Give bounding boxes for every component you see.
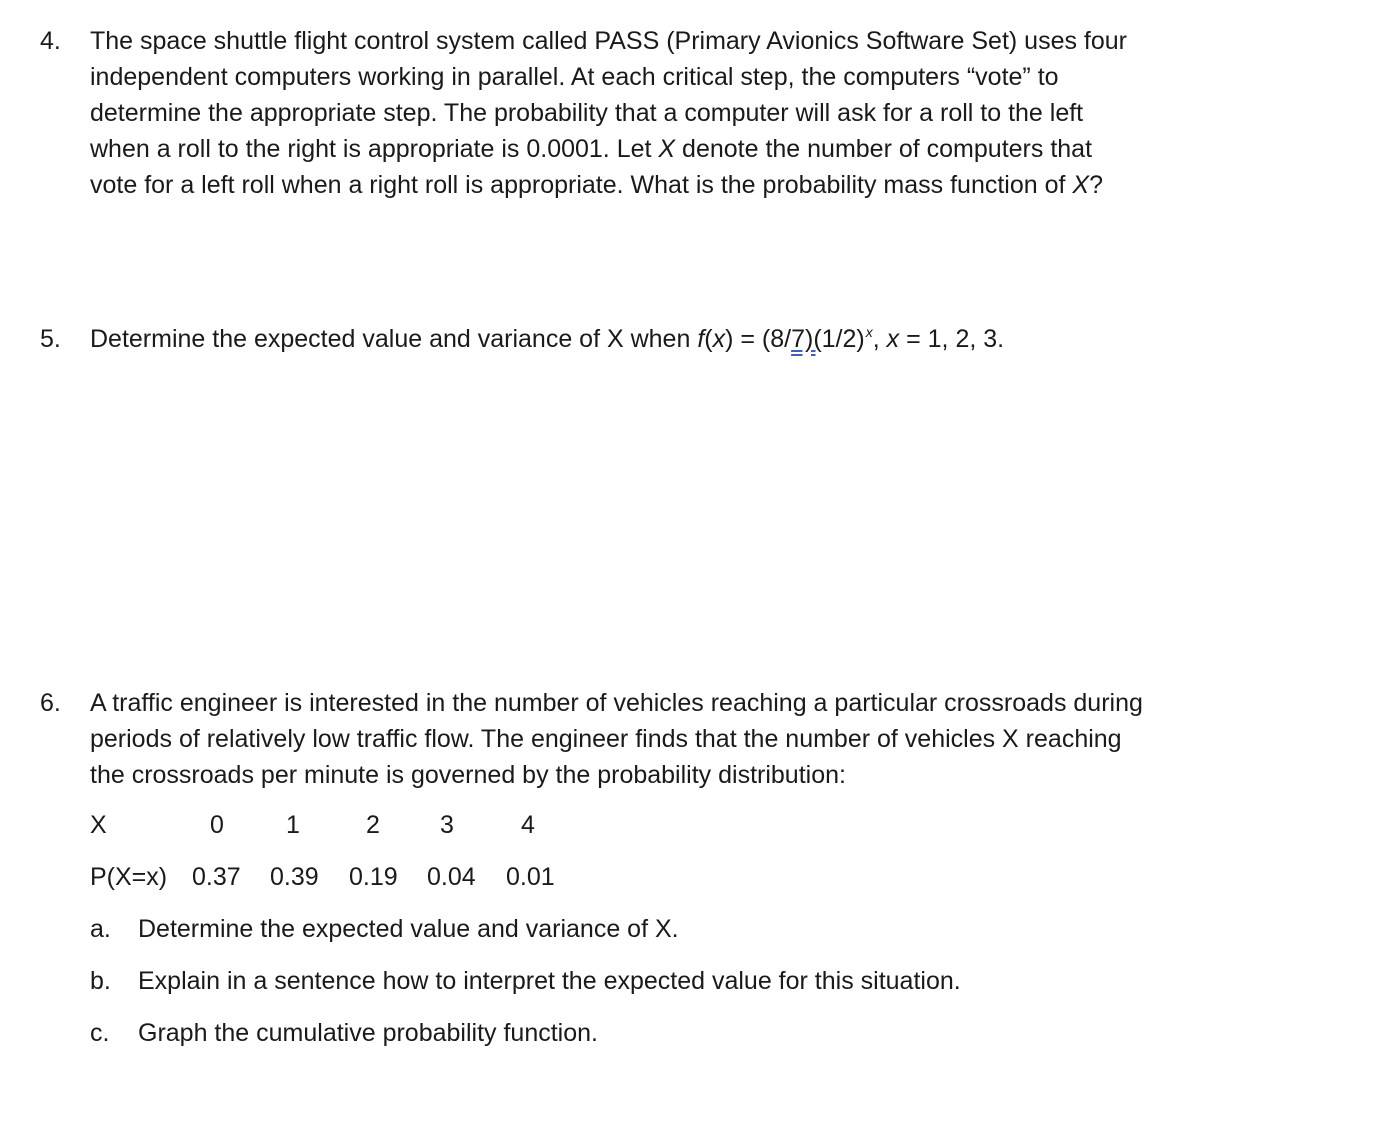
text-segment: (: [704, 325, 713, 353]
variable-x: X: [1072, 171, 1090, 199]
question-5: [40, 321, 1270, 360]
question-number: 5.: [40, 325, 61, 353]
part-a: [90, 911, 1090, 947]
text-segment: 1/2): [821, 325, 865, 353]
text-line: determine the appropriate step. The probability that a computer will ask for a roll to the left: [90, 99, 1084, 127]
question-4: [40, 23, 1270, 203]
x-value: 4: [521, 811, 535, 839]
part-c: [90, 1015, 1090, 1051]
text-line: independent computers working in parallel. At each critical step, the computers “vote” to: [90, 63, 1059, 91]
text-segment: when a roll to the right is appropriate is 0.0001. Let: [90, 135, 659, 163]
part-text: Explain in a sentence how to interpret the expected value for this situation.: [138, 967, 961, 995]
text-line: The space shuttle flight control system called PASS (Primary Avionics Software Set) uses four: [90, 27, 1128, 55]
p-value: 0.37: [192, 863, 241, 891]
question-text: [90, 685, 1270, 793]
text-segment: denote the number of computers that: [675, 135, 1093, 163]
part-b: [90, 963, 1090, 999]
text-line: [90, 131, 1270, 167]
x-value: 3: [440, 811, 454, 839]
row-label-p: P(X=x): [90, 863, 168, 891]
function-name: f: [697, 325, 705, 353]
x-value: 0: [210, 811, 224, 839]
question-text: [90, 321, 1270, 360]
question-number: 4.: [40, 27, 61, 55]
text-segment: = (8/: [733, 325, 792, 353]
table-row-p: [90, 859, 590, 895]
variable-x: X: [658, 135, 676, 163]
text-line: periods of relatively low traffic flow. The engineer finds that the number of vehicles X reaching: [90, 725, 1122, 753]
text-segment: ): [725, 325, 734, 353]
text-segment: ?: [1089, 171, 1104, 199]
text-line: A traffic engineer is interested in the number of vehicles reaching a particular crossroads during: [90, 689, 1143, 717]
text-line: [90, 167, 1270, 203]
question-number: 6.: [40, 689, 61, 717]
function-argument: x: [712, 325, 726, 353]
row-label-x: X: [90, 811, 107, 839]
p-value: 0.19: [349, 863, 398, 891]
p-value: 0.01: [506, 863, 555, 891]
part-text: Graph the cumulative probability function.: [138, 1019, 598, 1047]
spellcheck-underline: 7)(: [791, 325, 822, 353]
variable-x: x: [886, 325, 900, 353]
part-label: a.: [90, 915, 111, 943]
part-label: b.: [90, 967, 111, 995]
text-segment: ,: [872, 325, 887, 353]
x-value: 2: [366, 811, 380, 839]
question-text: [90, 23, 1270, 203]
text-line: [90, 321, 1270, 360]
part-label: c.: [90, 1019, 110, 1047]
part-text: Determine the expected value and variance of X.: [138, 915, 679, 943]
text-segment: = 1, 2, 3.: [899, 325, 1005, 353]
text-segment: vote for a left roll when a right roll is appropriate. What is the probability mass function of: [90, 171, 1073, 199]
x-value: 1: [286, 811, 300, 839]
text-line: the crossroads per minute is governed by the probability distribution:: [90, 761, 846, 789]
table-row-x: [90, 807, 590, 843]
text-segment: Determine the expected value and variance of X when: [90, 325, 698, 353]
p-value: 0.39: [270, 863, 319, 891]
exponent: x: [865, 324, 873, 340]
p-value: 0.04: [427, 863, 476, 891]
question-6: [40, 685, 1270, 793]
